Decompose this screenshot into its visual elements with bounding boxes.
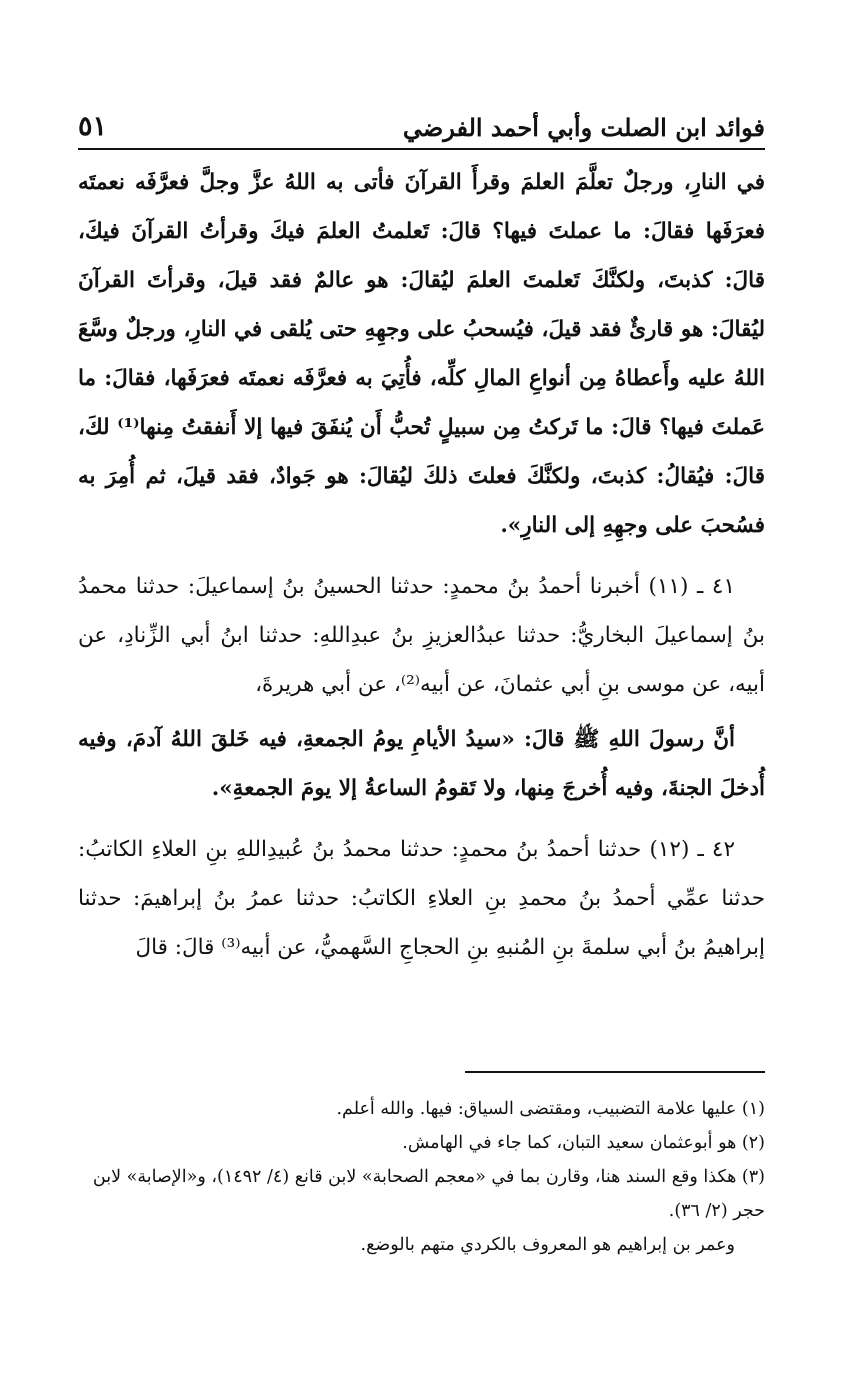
running-header [78, 100, 765, 150]
paragraph-isnad-41: ٤١ ـ (١١) أخبرنا أحمدُ بنُ محمدٍ: حدثنا الحسينُ بنُ إسماعيلَ: حدثنا محمدُ بنُ إسماعيلَ البخاريُّ: حدثنا عبدُالعزيزِ بنُ عبدِاللهِ: حدثنا ابنُ أبي الزِّنادِ، عن أبيه، عن موسى بنِ أبي عثمانَ، عن أبيه⁽²⁾، عن أبي هريرةَ، [78, 574, 765, 697]
footnote-2: (٢) هو أبوعثمان سعيد التبان، كما جاء في الهامش. [402, 1133, 765, 1153]
main-text [78, 158, 765, 978]
page-number: ٥١ [78, 111, 108, 142]
book-title: فوائد ابن الصلت وأبي أحمد الفرضي [402, 113, 765, 142]
footnote-3-continuation: وعمر بن إبراهيم هو المعروف بالكردي متهم بالوضع. [360, 1235, 735, 1255]
footnote-1: (١) عليها علامة التضبيب، ومقتضى السياق: فيها. والله أعلم. [336, 1099, 765, 1119]
footnote-divider [465, 1071, 765, 1073]
footnotes [78, 1092, 765, 1262]
paragraph-matn-41: أنَّ رسولَ اللهِ ﷺ قالَ: «سيدُ الأيامِ يومُ الجمعةِ، فيه خَلقَ اللهُ آدمَ، وفيه أُدخلَ الجنةَ، وفيه أُخرجَ مِنها، ولا تَقومُ الساعةُ إلا يومَ الجمعةِ». [78, 727, 765, 801]
paragraph-hadith-continuation: في النارِ، ورجلٌ تعلَّمَ العلمَ وقرأَ القرآنَ فأتى به اللهُ عزَّ وجلَّ فعرَّفَه نعمتَه فعرَفَها فقالَ: ما عملتَ فيها؟ قالَ: تَعلمتُ العلمَ فيكَ وقرأتُ القرآنَ فيكَ، قالَ: كذبتَ، ولكنَّكَ تَعلمتَ العلمَ ليُقالَ: هو عالمٌ فقد قيلَ، وقرأتَ القرآنَ ليُقالَ: هو قارئٌ فقد قيلَ، فيُسحبُ على وجهِهِ حتى يُلقى في النارِ، ورجلٌ وسَّعَ اللهُ عليه وأَعطاهُ مِن أنواعِ المالِ كلِّه، فأُتِيَ به فعرَّفَه نعمتَه فعرَفَها، فقالَ: ما عَملتَ فيها؟ قالَ: ما تَركتُ مِن سبيلٍ تُحبُّ أَن يُنفَقَ فيها إلا أَنفقتُ مِنها⁽¹⁾ لكَ، قالَ: فيُقالُ: كذبتَ، ولكنَّكَ فعلتَ ذلكَ ليُقالَ: هو جَوادٌ، فقد قيلَ، ثم أُمِرَ به فسُحبَ على وجهِهِ إلى النارِ». [78, 170, 766, 538]
paragraph-isnad-42: ٤٢ ـ (١٢) حدثنا أحمدُ بنُ محمدٍ: حدثنا محمدُ بنُ عُبيدِاللهِ بنِ العلاءِ الكاتبُ: حدثنا عمِّي أحمدُ بنُ محمدِ بنِ العلاءِ الكاتبُ: حدثنا عمرُ بنُ إبراهيمَ: حدثنا إبراهيمُ بنُ أبي سلمةَ بنِ المُنبهِ بنِ الحجاجِ السَّهميُّ، عن أبيه⁽³⁾ قالَ: قالَ [78, 837, 765, 960]
footnote-3: (٣) هكذا وقع السند هنا، وقارن بما في «معجم الصحابة» لابن قانع (٤/ ١٤٩٢)، و«الإصابة» لابن حجر (٢/ ٣٦). [92, 1167, 765, 1221]
